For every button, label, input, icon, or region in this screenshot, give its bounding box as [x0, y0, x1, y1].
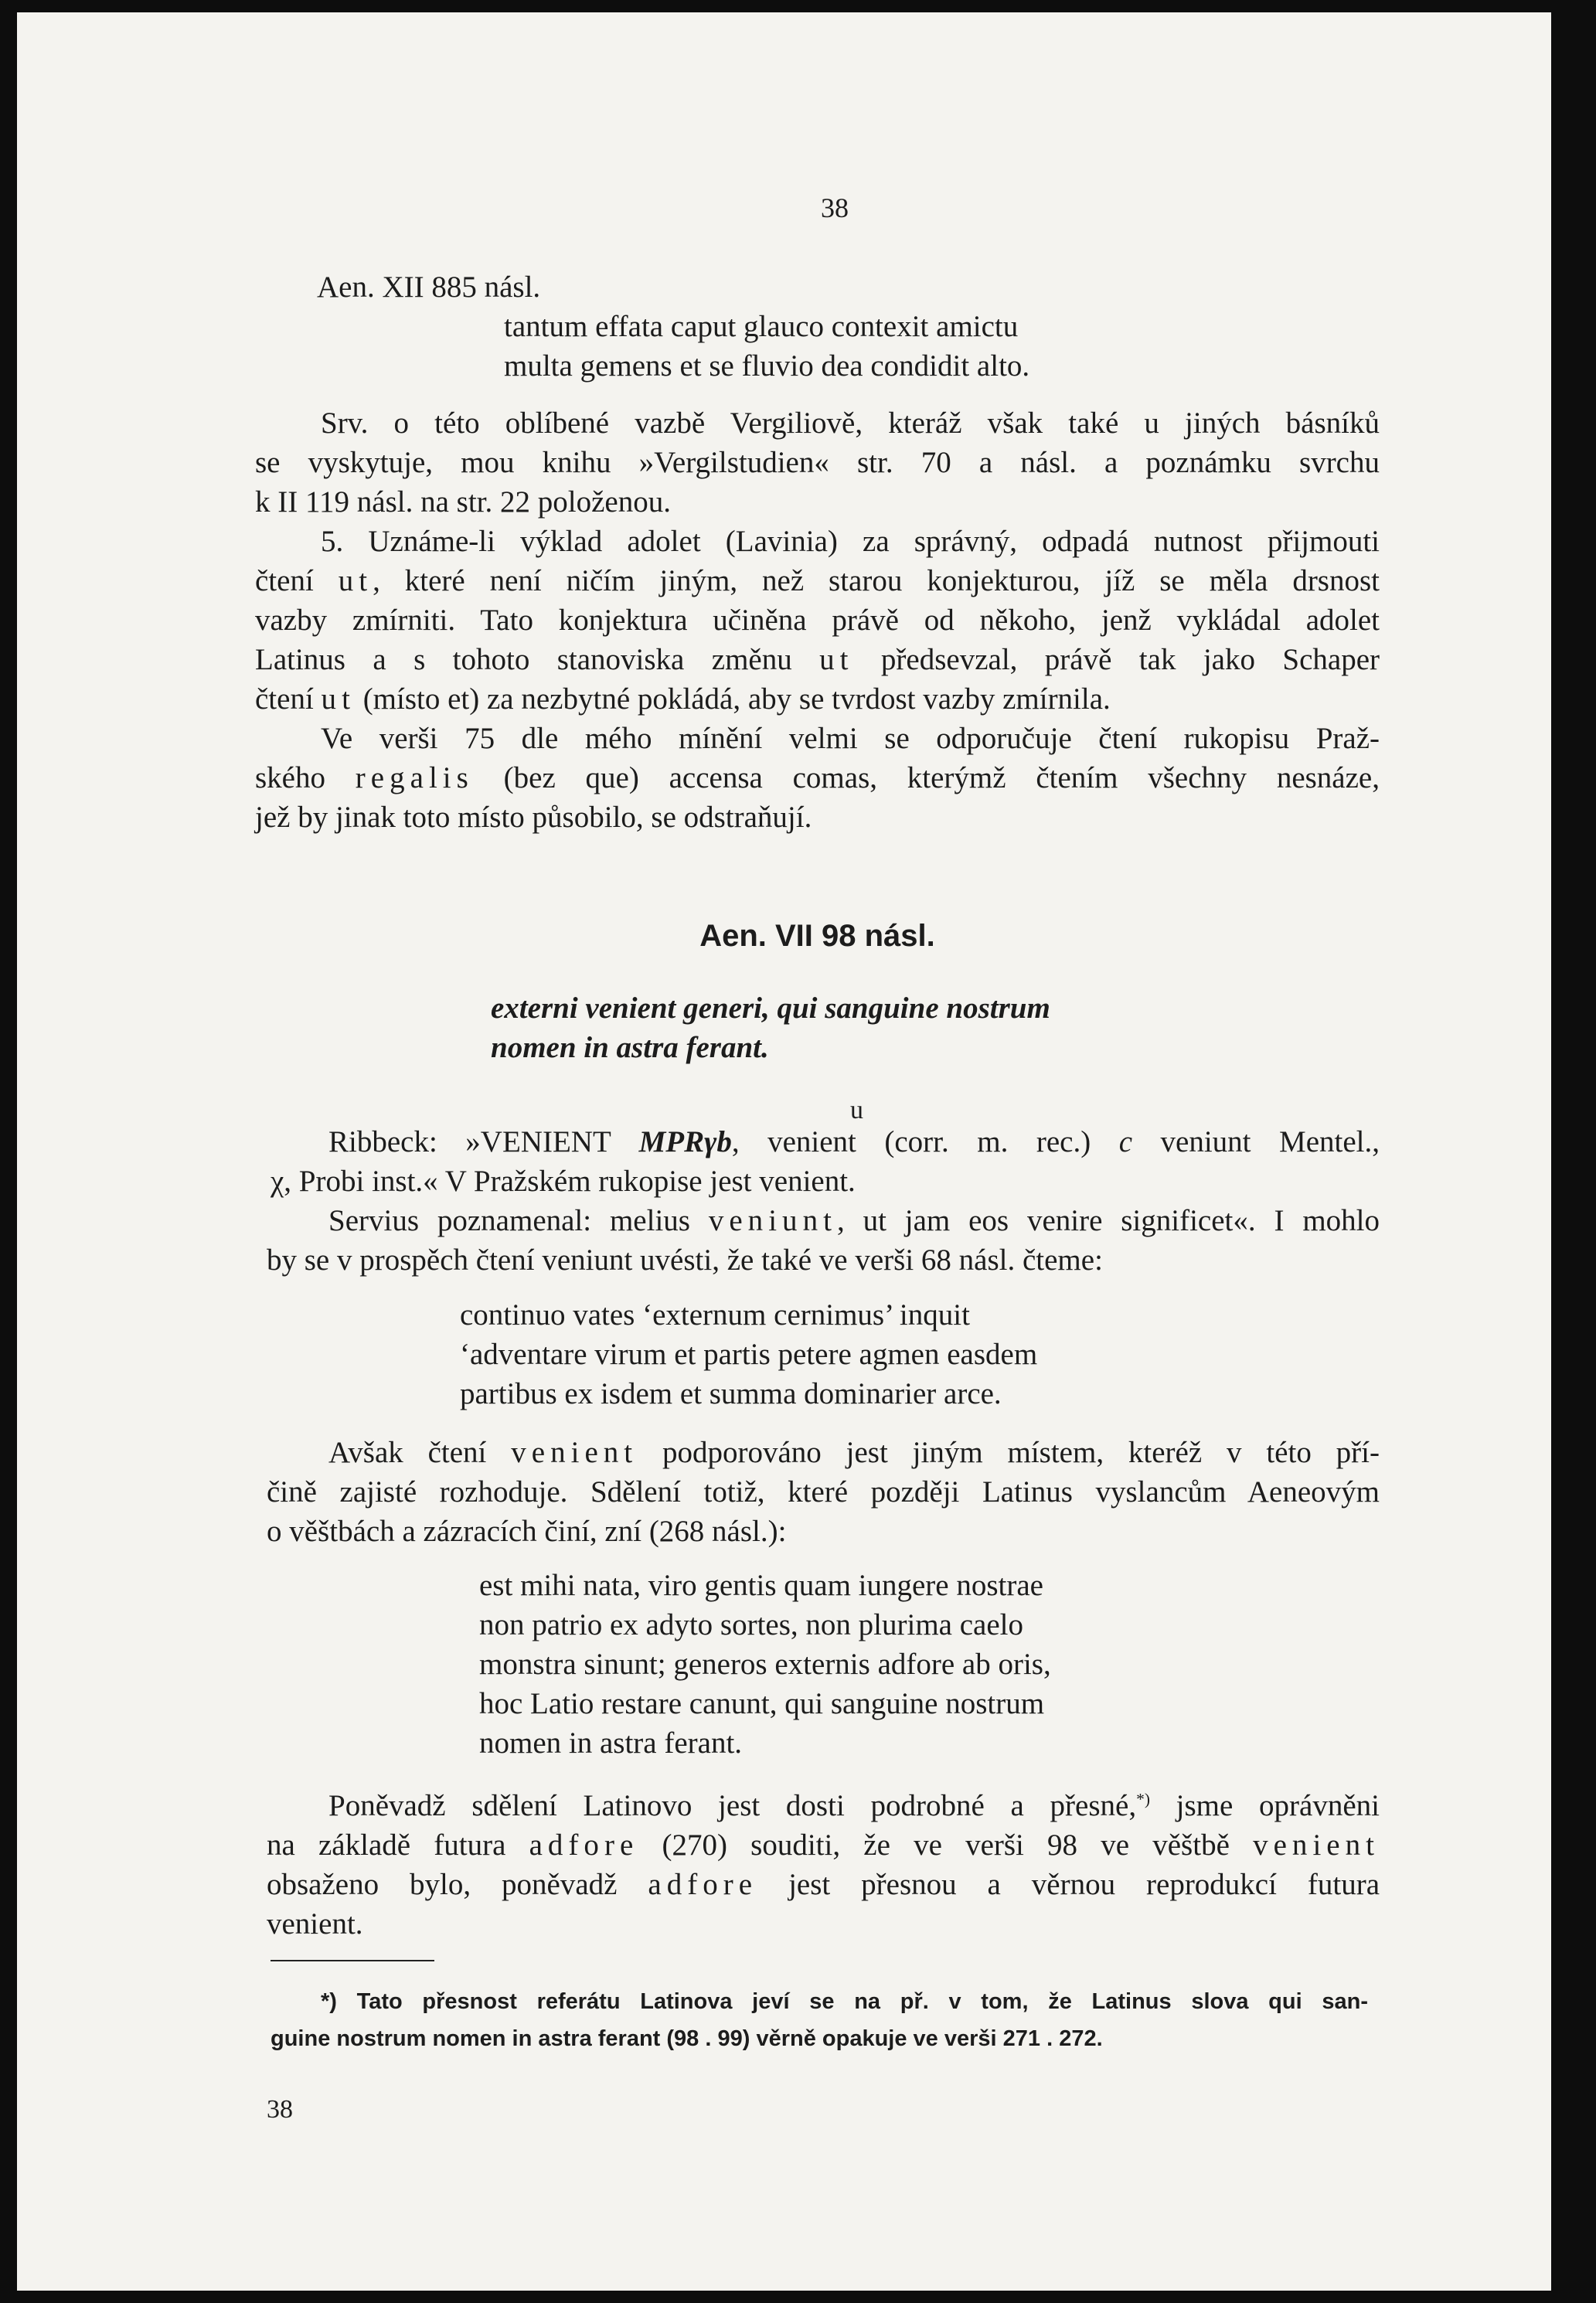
section2-verse3 [479, 1566, 1051, 1763]
text-line: Latinus a s tohoto stanoviska změnu ut předsevzal, právě tak jako Schaper [255, 643, 1380, 676]
avsak-paragraph [255, 1433, 1380, 1551]
text-line: Avšak čtení venient podporováno jest jiným místem, kteréž v této pří- [328, 1436, 1380, 1469]
footnote-ref: *) [1136, 1790, 1150, 1808]
footnote [255, 1983, 1368, 2057]
footnote-rule [271, 1960, 434, 1961]
verse-line: partibus ex isdem et summa dominarier arce. [460, 1377, 1002, 1410]
verse-line: hoc Latio restare canunt, qui sanguine nostrum [479, 1687, 1045, 1720]
text-line: vazby zmírniti. Tato konjektura učiněna právě od někoho, jenž vykládal adolet [255, 604, 1380, 637]
text-line: obsaženo bylo, poněvadž adfore jest přesnou a věrnou reprodukcí futura [267, 1868, 1380, 1901]
text-line: čtení ut, které není ničím jiným, než starou konjekturou, jíž se měla drsnost [255, 564, 1380, 597]
verse-line: continuo vates ‘externum cernimus’ inquit [460, 1298, 970, 1332]
verse-line: tantum effata caput glauco contexit amictu [504, 310, 1019, 343]
verse-reference: Aen. XII 885 násl. [317, 270, 541, 304]
verse-line: est mihi nata, viro gentis quam iungere nostrae [479, 1569, 1043, 1602]
verse-line: multa gemens et se fluvio dea condidit alto. [504, 349, 1030, 383]
interlinear-u: u [850, 1096, 863, 1124]
text-line: Ribbeck: »VENIENT MPRγb, venient (corr. m. rec.) c veniunt Mentel., [328, 1125, 1380, 1158]
section1-verse [504, 307, 1029, 386]
verse-line: ‘adventare virum et partis petere agmen easdem [460, 1338, 1038, 1371]
text-line: čině zajisté rozhoduje. Sdělení totiž, které později Latinus vyslancům Aeneovým [267, 1475, 1380, 1509]
verse-line: monstra sinunt; generos externis adfore ab oris, [479, 1648, 1051, 1681]
text-line: venient. [267, 1907, 363, 1941]
text-line: ského regalis (bez que) accensa comas, kterýmž čtením všechny nesnáze, [255, 761, 1380, 794]
section1-para3 [255, 719, 1380, 837]
section1-para2 [255, 522, 1380, 719]
text-line: čtení ut (místo et) za nezbytné pokládá, aby se tvrdost vazby zmírnila. [255, 682, 1111, 716]
page-number: 38 [821, 192, 849, 223]
ponevadz-paragraph [255, 1786, 1380, 1944]
text-line: Poněvadž sdělení Latinovo jest dosti podrobné a přesné,*) jsme oprávněni [328, 1789, 1380, 1822]
section-heading: Aen. VII 98 násl. [699, 919, 935, 953]
verse-line: nomen in astra ferant. [479, 1726, 743, 1760]
ribbeck-apparatus [255, 1122, 1380, 1201]
paper-sheet [17, 12, 1551, 2291]
text-line: na základě futura adfore (270) souditi, že ve verši 98 ve věštbě venient [267, 1828, 1380, 1862]
verse-line: nomen in astra ferant. [491, 1031, 769, 1064]
text-line: k II 119 násl. na str. 22 položenou. [255, 485, 671, 519]
text-line: Ve verši 75 dle mého mínění velmi se odporučuje čtení rukopisu Praž- [321, 722, 1380, 755]
footnote-line: guine nostrum nomen in astra ferant (98 . 99) věrně opakuje ve verši 271 . 272. [271, 2026, 1103, 2051]
section1-para1 [255, 403, 1380, 522]
verse-line: non patrio ex adyto sortes, non plurima caelo [479, 1608, 1023, 1641]
verse-line: externi venient generi, qui sanguine nostrum [491, 992, 1050, 1025]
footnote-line: *) Tato přesnost referátu Latinova jeví se na př. v tom, že Latinus slova qui san- [321, 1989, 1368, 2014]
text-line: Srv. o této oblíbené vazbě Vergiliově, kteráž však také u jiných básníků [321, 407, 1380, 440]
bottom-page-number: 38 [267, 2095, 293, 2124]
text-line: 5. Uznáme-li výklad adolet (Lavinia) za správný, odpadá nutnost přijmouti [321, 525, 1380, 558]
text-line: by se v prospěch čtení veniunt uvésti, že také ve verši 68 násl. čteme: [267, 1243, 1103, 1277]
servius-paragraph [255, 1201, 1380, 1280]
text-line: jež by jinak toto místo působilo, se odstraňují. [255, 801, 812, 834]
text-line: Servius poznamenal: melius veniunt, ut jam eos venire significet«. I mohlo [328, 1204, 1380, 1237]
section1-ref [255, 267, 1380, 307]
text-line: χ, Probi inst.« V Pražském rukopise jest venient. [271, 1165, 856, 1198]
section2-verse2 [460, 1295, 1037, 1413]
section2-verse [491, 988, 1050, 1067]
text-line: se vyskytuje, mou knihu »Vergilstudien« str. 70 a násl. a poznámku svrchu [255, 446, 1380, 479]
text-line: o věštbách a zázracích činí, zní (268 násl.): [267, 1515, 787, 1548]
